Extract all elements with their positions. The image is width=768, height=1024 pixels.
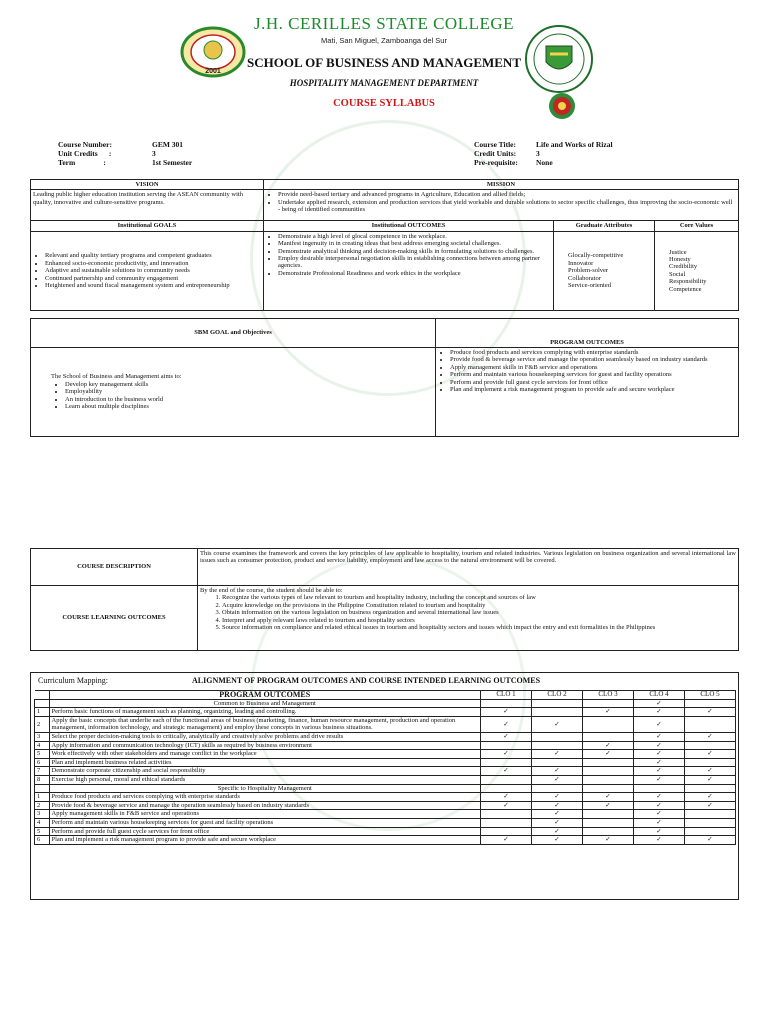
check-mark: ✓	[532, 827, 583, 836]
program-outcome-item: • Perform and maintain various housekeeping services for guest and facility operations	[450, 371, 736, 378]
college-address: Mati, San Miguel, Zamboanga del Sur	[321, 36, 447, 45]
outcomes-cell	[264, 231, 554, 310]
mapping-row	[35, 793, 736, 802]
check-mark: ✓	[583, 750, 634, 759]
clo-column-header: CLO 2	[532, 691, 583, 700]
empty-cell	[481, 758, 532, 767]
check-mark: ✓	[532, 836, 583, 845]
mission-list	[266, 191, 736, 213]
department-name: HOSPITALITY MANAGEMENT DEPARTMENT	[289, 78, 479, 88]
sbm-objectives-list	[51, 381, 433, 411]
empty-cell	[583, 784, 634, 793]
program-outcomes-list	[438, 349, 736, 393]
attribute-item: Problem-solver	[568, 267, 609, 275]
mapping-table	[34, 690, 736, 845]
mission-header: MISSION	[264, 180, 739, 190]
mapping-row	[35, 836, 736, 845]
check-mark: ✓	[532, 750, 583, 759]
row-number: 3	[35, 810, 50, 819]
check-mark: ✓	[634, 716, 685, 732]
clo-column-header: CLO 4	[634, 691, 685, 700]
vision-header: VISION	[31, 180, 264, 190]
section-title: Specific to Hospitality Management	[49, 784, 481, 793]
check-mark: ✓	[481, 767, 532, 776]
mapping-row	[35, 775, 736, 784]
mapping-row	[35, 818, 736, 827]
check-mark: ✓	[583, 741, 634, 750]
seal-year: 2001	[205, 68, 221, 75]
row-number: 5	[35, 750, 50, 759]
attributes-header: Graduate Attributes	[554, 221, 655, 231]
core-value-item: Social	[669, 270, 686, 278]
program-outcome-item: • Perform and provide full guest cycle services for front office	[450, 379, 736, 386]
attribute-item: Collaborator	[568, 274, 601, 282]
program-outcome-item: • Plan and implement a risk management program to provide safe and secure workplace	[450, 386, 736, 393]
values-cell	[655, 231, 739, 310]
check-mark: ✓	[532, 818, 583, 827]
course-title-label: Course Title:	[474, 140, 517, 149]
sbm-intro: The School of Business and Management aims to:	[51, 373, 182, 381]
empty-cell	[583, 827, 634, 836]
term-label: Term	[58, 158, 76, 167]
check-mark: ✓	[481, 793, 532, 802]
course-info-right	[474, 140, 619, 167]
check-mark: ✓	[532, 810, 583, 819]
check-mark: ✓	[634, 836, 685, 845]
attribute-item: Glocally-competitive	[568, 252, 624, 260]
check-mark: ✓	[634, 699, 685, 708]
mapping-po-header: PROGRAM OUTCOMES	[49, 691, 481, 700]
check-mark: ✓	[481, 801, 532, 810]
check-mark: ✓	[634, 758, 685, 767]
row-number: 3	[35, 732, 50, 741]
sbm-goal-header: SBM GOAL and Objectives	[31, 319, 436, 348]
program-outcome-text: Provide food & beverage service and manage the operation seamlessly based on industry standards	[49, 801, 481, 810]
empty-cell	[685, 784, 736, 793]
empty-cell	[583, 758, 634, 767]
row-number: 7	[35, 767, 50, 776]
empty-cell	[481, 741, 532, 750]
core-value-item: Credibility	[669, 263, 698, 271]
clo-intro: By the end of the course, the student should be able to:	[200, 587, 343, 594]
outcome-item: • Demonstrate Professional Readiness and work ethics in the workplace	[278, 270, 551, 277]
outcomes-header: Institutional OUTCOMES	[264, 221, 554, 231]
program-outcomes-header: PROGRAM OUTCOMES	[436, 319, 739, 348]
check-mark: ✓	[634, 775, 685, 784]
check-mark: ✓	[685, 732, 736, 741]
clo-list	[200, 594, 736, 631]
goal-item: • Adaptive and sustainable solutions to community needs	[45, 267, 261, 274]
mapping-row	[35, 750, 736, 759]
clo-item: 4. Interpret and apply relevant laws related to tourism and hospitality sectors	[222, 617, 736, 624]
row-number: 2	[35, 716, 50, 732]
vision-text: Leading public higher education institution serving the ASEAN community with quality, innovative and culture-sensitive programs.	[31, 190, 264, 221]
course-info-left	[58, 140, 198, 167]
check-mark: ✓	[634, 708, 685, 717]
outcome-item: • Manifest ingenuity in in creating ideas that best address emerging societal challenges.	[278, 240, 551, 247]
goal-item: • Continued partnership and community engagement	[45, 275, 261, 282]
goals-list	[33, 252, 261, 289]
row-number: 2	[35, 801, 50, 810]
core-value-item: Competence	[669, 285, 702, 293]
program-outcome-item: • Produce food products and services complying with enterprise standards	[450, 349, 736, 356]
outcome-item: • Demonstrate a high level of glocal competence in the workplace.	[278, 233, 551, 240]
check-mark: ✓	[481, 836, 532, 845]
empty-cell	[685, 716, 736, 732]
sbm-goal-cell	[31, 348, 436, 437]
course-description-header: COURSE DESCRIPTION	[31, 549, 198, 586]
mapping-title: ALIGNMENT OF PROGRAM OUTCOMES AND COURSE INTENDED LEARNING OUTCOMES	[192, 676, 541, 685]
program-outcome-text: Apply the basic concepts that underlie each of the functional areas of business (marketing, finance, human resource management, production and operation management, information technology, and strategic management) and employ these concepts in various business situations.	[49, 716, 481, 732]
course-title: Life and Works of Rizal	[536, 140, 613, 149]
goal-item: • Heightened and sound fiscal management system and entrepreneurship	[45, 282, 261, 289]
check-mark: ✓	[583, 836, 634, 845]
unit-credits-label: Unit Credits	[58, 149, 98, 158]
goals-cell	[31, 231, 264, 310]
empty-cell	[481, 827, 532, 836]
program-outcome-text: Perform and maintain various housekeeping services for guest and facility operations	[49, 818, 481, 827]
empty-cell	[685, 827, 736, 836]
mapping-row	[35, 708, 736, 717]
empty-cell	[685, 758, 736, 767]
mapping-row	[35, 732, 736, 741]
check-mark: ✓	[481, 708, 532, 717]
program-outcome-text: Apply information and communication technology (ICT) skills as required by business environment	[49, 741, 481, 750]
mission-cell	[264, 190, 739, 221]
sbm-table	[30, 318, 739, 437]
empty-cell	[634, 784, 685, 793]
program-outcome-text: Plan and implement a risk management program to provide safe and secure workplace	[49, 836, 481, 845]
check-mark: ✓	[532, 716, 583, 732]
row-number: 6	[35, 836, 50, 845]
empty-cell	[685, 818, 736, 827]
row-number: 4	[35, 818, 50, 827]
check-mark: ✓	[634, 818, 685, 827]
check-mark: ✓	[634, 793, 685, 802]
empty-cell	[481, 775, 532, 784]
empty-cell	[532, 699, 583, 708]
row-number: 6	[35, 758, 50, 767]
goals-header: Institutional GOALS	[31, 221, 264, 231]
empty-cell	[583, 775, 634, 784]
goal-item: • Enhanced socio-economic productivity, and innovation	[45, 260, 261, 267]
section-row	[35, 784, 736, 793]
check-mark: ✓	[685, 775, 736, 784]
empty-cell	[685, 810, 736, 819]
empty-cell	[583, 810, 634, 819]
check-mark: ✓	[634, 732, 685, 741]
empty-cell	[481, 699, 532, 708]
section-row	[35, 699, 736, 708]
check-mark: ✓	[481, 716, 532, 732]
document-title: COURSE SYLLABUS	[333, 98, 435, 109]
empty-cell	[583, 699, 634, 708]
attribute-item: Service-oriented	[568, 281, 611, 289]
clo-item: 2. Acquire knowledge on the provisions in the Philippine Constitution related to tourism and hospitality	[222, 602, 736, 609]
course-description: This course examines the framework and covers the key principles of law applicable to hospitality, tourism and related industries. Various legislation on business organization and several international law issues such as consumer protection, product and service liability, employment and law access to the natural environment will be covered.	[198, 549, 739, 586]
program-outcome-text: Select the proper decision-making tools to critically, analytically and creatively solve problems and drive results	[49, 732, 481, 741]
empty-cell	[532, 784, 583, 793]
check-mark: ✓	[634, 750, 685, 759]
check-mark: ✓	[685, 793, 736, 802]
check-mark: ✓	[532, 801, 583, 810]
empty-cell	[532, 708, 583, 717]
mapping-row	[35, 827, 736, 836]
core-value-item: Responsibility	[669, 278, 707, 286]
prerequisite: None	[536, 158, 553, 167]
mapping-row	[35, 716, 736, 732]
program-outcome-text: Apply management skills in F&B service and operations	[49, 810, 481, 819]
empty-cell	[685, 741, 736, 750]
outcome-item: • Employ desirable interpersonal negotiation skills in establishing connections between among partner agencies.	[278, 255, 551, 270]
mapping-label: Curriculum Mapping:	[38, 676, 108, 685]
empty-cell	[532, 758, 583, 767]
sbm-objective-item: • An introduction to the business world	[65, 396, 433, 403]
credit-units-label: Credit Units:	[474, 149, 517, 158]
check-mark: ✓	[634, 827, 685, 836]
school-name: SCHOOL OF BUSINESS AND MANAGEMENT	[246, 55, 521, 70]
term-sep: :	[103, 158, 106, 167]
check-mark: ✓	[481, 750, 532, 759]
check-mark: ✓	[532, 767, 583, 776]
mapping-row	[35, 741, 736, 750]
empty-cell	[481, 784, 532, 793]
attributes-cell	[554, 231, 655, 310]
mission-item: • Undertake applied research, extension and production services that yield workable and durable solutions to sector specific challenges, thus improving the socio-economic well - being of identified communities	[278, 199, 736, 214]
clo-item: 3. Obtain information on the various legislation on business organization and several international law issues	[222, 609, 736, 616]
mapping-row	[35, 810, 736, 819]
institution-table	[30, 179, 739, 311]
program-outcome-text: Perform and provide full guest cycle services for front office	[49, 827, 481, 836]
clo-column-header: CLO 5	[685, 691, 736, 700]
check-mark: ✓	[685, 750, 736, 759]
check-mark: ✓	[634, 801, 685, 810]
check-mark: ✓	[685, 801, 736, 810]
outcome-item: • Demonstrate analytical thinking and decision-making skills in formulating solutions to challenges.	[278, 248, 551, 255]
empty-cell	[532, 741, 583, 750]
empty-cell	[481, 818, 532, 827]
check-mark: ✓	[532, 775, 583, 784]
mapping-row	[35, 758, 736, 767]
mapping-header-row	[35, 691, 736, 700]
empty-cell	[583, 767, 634, 776]
check-mark: ✓	[532, 793, 583, 802]
check-mark: ✓	[634, 810, 685, 819]
mapping-row	[35, 767, 736, 776]
sbm-objective-item: • Develop key management skills	[65, 381, 433, 388]
program-outcome-item: • Apply management skills in F&B service and operations	[450, 364, 736, 371]
check-mark: ✓	[583, 793, 634, 802]
program-outcome-text: Plan and implement business related activities	[49, 758, 481, 767]
clo-column-header: CLO 1	[481, 691, 532, 700]
check-mark: ✓	[583, 801, 634, 810]
program-outcome-text: Demonstrate corporate citizenship and social responsibility	[49, 767, 481, 776]
check-mark: ✓	[685, 836, 736, 845]
empty-cell	[685, 699, 736, 708]
check-mark: ✓	[685, 708, 736, 717]
check-mark: ✓	[583, 708, 634, 717]
sbm-objective-item: • Learn about multiple disciplines	[65, 403, 433, 410]
unit-credits: 3	[152, 149, 156, 158]
row-number: 8	[35, 775, 50, 784]
credit-units: 3	[536, 149, 540, 158]
core-value-item: Honesty	[669, 256, 691, 263]
mapping-row	[35, 801, 736, 810]
core-value-item: Justice	[669, 248, 687, 256]
attribute-item: Innovator	[568, 259, 594, 267]
row-number: 4	[35, 741, 50, 750]
clo-item: 5. Source information on compliance and related ethical issues in tourism and hospitality sectors and issues which impact the entry and exit formalities in the Philippines	[222, 624, 736, 631]
course-table	[30, 548, 739, 651]
term: 1st Semester	[152, 158, 193, 167]
row-number: 5	[35, 827, 50, 836]
program-outcome-text: Work effectively with other stakeholders and manage conflict in the workplace	[49, 750, 481, 759]
clo-item: 1. Recognize the various types of law relevant to tourism and hospitality industry, including the concept and sources of law	[222, 594, 736, 601]
row-number: 1	[35, 708, 50, 717]
program-outcome-text: Perform basic functions of management such as planning, organizing, leading and controlling.	[49, 708, 481, 717]
college-name: J.H. CERILLES STATE COLLEGE	[253, 14, 515, 33]
prerequisite-label: Pre-requisite:	[474, 158, 518, 167]
check-mark: ✓	[481, 732, 532, 741]
row-number: 1	[35, 793, 50, 802]
unit-credits-sep: :	[108, 149, 112, 158]
section-title: Common to Business and Management	[49, 699, 481, 708]
check-mark: ✓	[685, 767, 736, 776]
sbm-objective-item: • Employability	[65, 388, 433, 395]
empty-cell	[583, 716, 634, 732]
empty-cell	[583, 732, 634, 741]
program-outcome-text: Produce food products and services complying with enterprise standards	[49, 793, 481, 802]
program-outcome-item: • Provide food & beverage service and manage the operation seamlessly based on industry standards	[450, 356, 736, 363]
program-outcome-text: Exercise high personal, moral and ethical standards	[49, 775, 481, 784]
mission-item: • Provide need-based tertiary and advanced programs in Agriculture, Education and allied fields;	[278, 191, 736, 198]
program-outcomes-cell	[436, 348, 739, 437]
clo-header: COURSE LEARNING OUTCOMES	[31, 586, 198, 651]
outcomes-list	[266, 233, 551, 277]
empty-cell	[532, 732, 583, 741]
check-mark: ✓	[634, 741, 685, 750]
empty-cell	[583, 818, 634, 827]
course-number-label: Course Number:	[58, 140, 112, 149]
goal-item: • Relevant and quality tertiary programs and competent graduates	[45, 252, 261, 259]
clo-column-header: CLO 3	[583, 691, 634, 700]
course-number: GEM 301	[152, 140, 184, 149]
clo-cell	[198, 586, 739, 651]
empty-cell	[481, 810, 532, 819]
check-mark: ✓	[634, 767, 685, 776]
values-header: Core Values	[655, 221, 739, 231]
